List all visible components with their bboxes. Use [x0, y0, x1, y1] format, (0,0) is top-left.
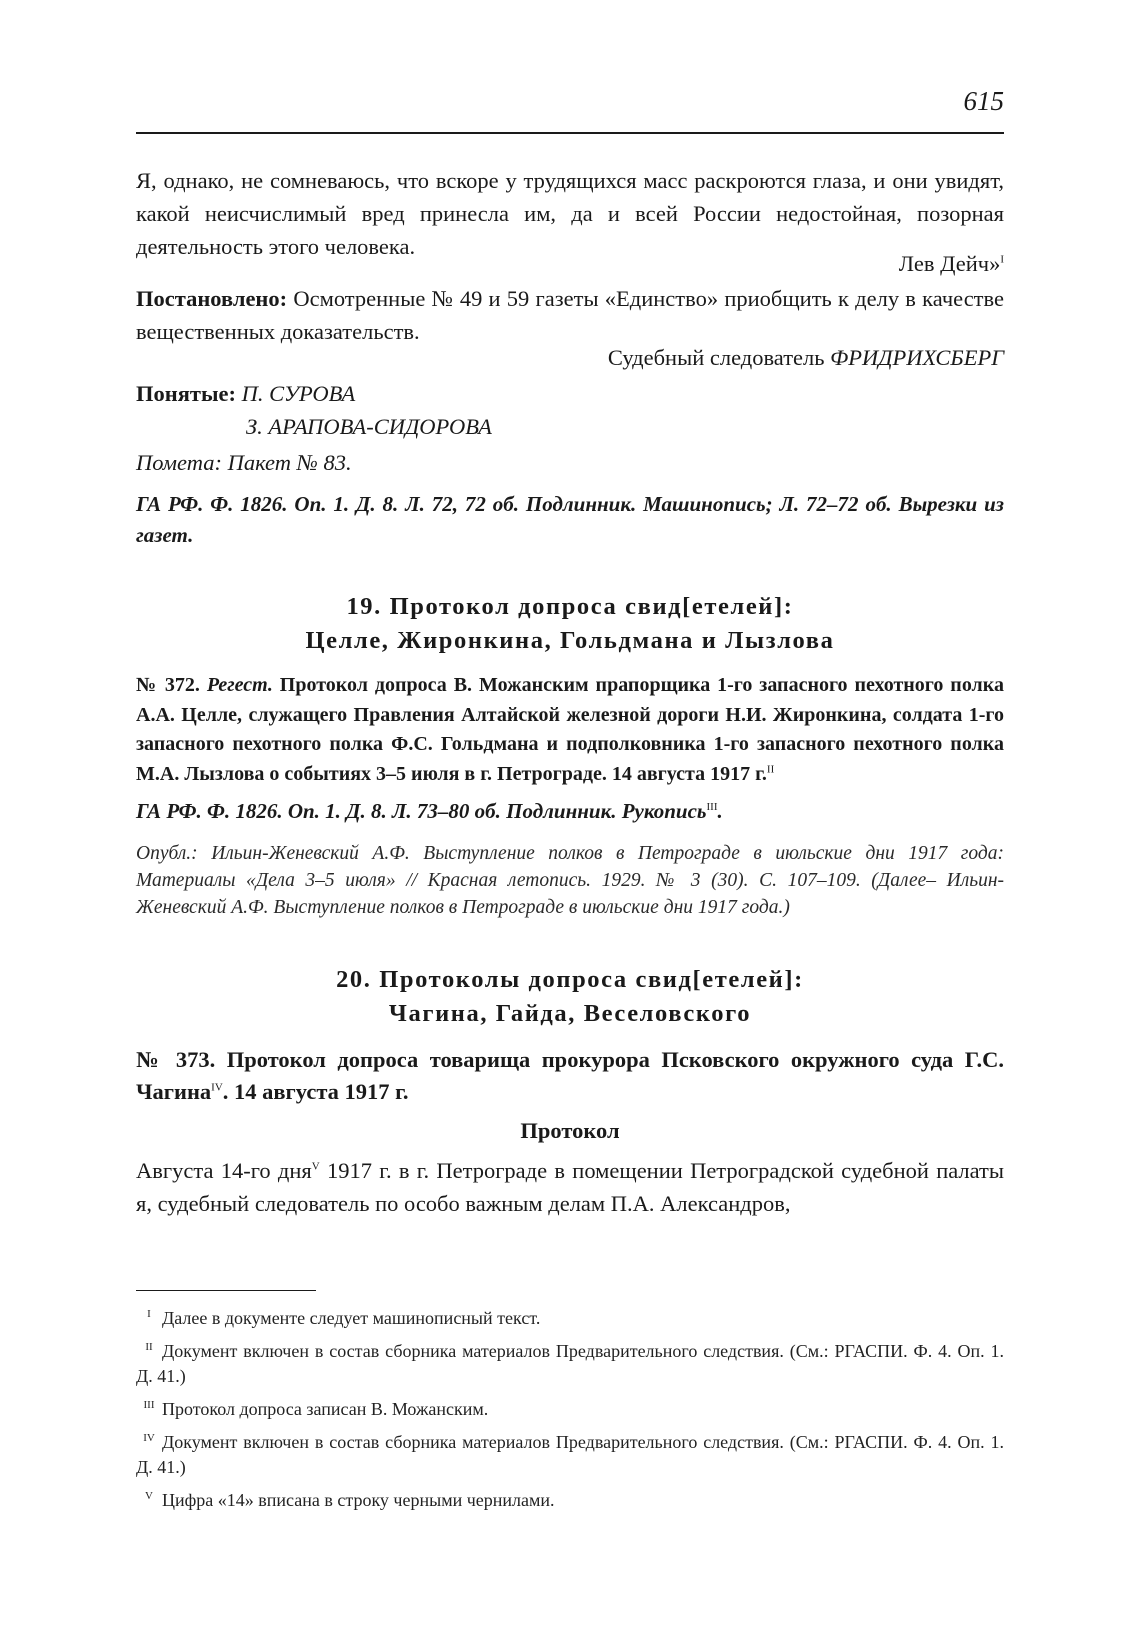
footnote-ref[interactable]: III	[706, 801, 718, 813]
witnesses-label: Понятые:	[136, 381, 236, 406]
note-mark	[136, 446, 1004, 479]
footnotes	[136, 1306, 1004, 1521]
footnote-1: I Далее в документе следует машинописный текст.	[147, 1308, 541, 1328]
doc-title-text: № 373. Протокол допроса товарища прокурора Псковского окружного суда Г.С. Чагина	[136, 1047, 1004, 1104]
document-372-regest	[136, 671, 1004, 789]
publication-text: Опубл.: Ильин-Женевский А.Ф. Выступление полков в Петрограде в июльские дни 1917 года: Материалы «Дела 3–5 июля» // Красная летопись. 1929. № 3 (30). С. 107–109. (Далее– Ильин-Женевский А.Ф. Выступление полков в Петрограде в июльские дни 1917 года.)	[136, 843, 1004, 918]
footnote-text: Далее в документе следует машинописный текст.	[162, 1308, 541, 1328]
witness-2: З. АРАПОВА-СИДОРОВА	[246, 414, 492, 439]
regest-label: Регест.	[206, 674, 273, 696]
decision-text: Осмотренные № 49 и 59 газеты «Единство» приобщить к делу в качестве вещественных доказательств.	[136, 286, 1004, 344]
witnesses	[136, 377, 1004, 443]
protocol-opening-paragraph	[136, 1154, 1004, 1220]
footnote-text: Цифра «14» вписана в строку черными чернилами.	[162, 1490, 555, 1510]
archive-reference-text: ГА РФ. Ф. 1826. Оп. 1. Д. 8. Л. 72, 72 об. Подлинник. Машинопись; Л. 72–72 об. Вырезки из газет.	[136, 492, 1004, 547]
archive-end: .	[717, 799, 723, 823]
footnote-3: III Протокол допроса записан В. Можанским.	[143, 1399, 489, 1419]
investigator-name: ФРИДРИХСБЕРГ	[830, 345, 1004, 370]
footnote-ref[interactable]: V	[311, 1160, 320, 1173]
signature-text: Лев Дейч»	[898, 251, 1001, 276]
section-20-title-line2: Чагина, Гайда, Веселовского	[388, 1000, 752, 1027]
archive-reference-2	[136, 796, 1004, 827]
section-19-heading	[136, 590, 1004, 658]
footnote-ref[interactable]: I	[1000, 253, 1004, 266]
footnote-text: Протокол допроса записан В. Можанским.	[162, 1399, 489, 1419]
archive-reference-1	[136, 489, 1004, 551]
archive-reference-text: ГА РФ. Ф. 1826. Оп. 1. Д. 8. Л. 73–80 об. Подлинник. Рукопись	[136, 799, 707, 823]
investigator-label: Судебный следователь	[607, 345, 831, 370]
document-373-title	[136, 1044, 1004, 1108]
section-19-title-line1: 19. Протокол допроса свид[етелей]:	[346, 593, 794, 620]
decision-paragraph	[136, 282, 1004, 348]
doc-number: № 372.	[136, 674, 207, 696]
footnote-4: IV Документ включен в состав сборника материалов Предварительного следствия. (См.: РГАСПИ. Ф. 4. Оп. 1. Д. 41.)	[136, 1432, 1004, 1477]
footnote-ref[interactable]: IV	[211, 1081, 223, 1094]
paragraph-text: Я, однако, не сомневаюсь, что вскоре у трудящихся масс раскроются глаза, и они увидят, какой неисчислимый вред принесла им, да и всей России недостойная, позорная деятельность этого человека.	[136, 168, 1004, 259]
section-19-title-line2: Целле, Жиронкина, Гольдмана и Лызлова	[305, 627, 835, 654]
regest-text: Протокол допроса В. Можанским прапорщика 1-го запасного пехотного полка А.А. Целле, служащего Правления Алтайской железной дороги Н.И. Жиронкина, солдата 1-го запасного пехотного полка Ф.С. Гольдмана и подполковника 1-го запасного пехотного полка М.А. Лызлова о событиях 3–5 июля в г. Петрограде. 14 августа 1917 г.	[136, 674, 1004, 785]
page-number: 615	[963, 86, 1004, 116]
protocol-text-start: Августа 14-го дня	[136, 1158, 312, 1183]
header-rule	[136, 132, 1004, 134]
footnote-5: V Цифра «14» вписана в строку черными чернилами.	[145, 1490, 555, 1510]
witness-1: П. СУРОВА	[241, 381, 356, 406]
doc-title-end: . 14 августа 1917 г.	[222, 1079, 409, 1104]
protocol-text-rest: 1917 г. в г. Петрограде в помещении Петроградской судебной палаты я, судебный следователь по особо важным делам П.А. Александров,	[136, 1158, 1004, 1216]
decision-label: Постановлено:	[136, 286, 288, 311]
protocol-heading: Протокол	[520, 1118, 620, 1143]
letter-signature	[136, 247, 1004, 280]
footnote-text: Документ включен в состав сборника материалов Предварительного следствия. (См.: РГАСПИ. Ф. 4. Оп. 1. Д. 41.)	[136, 1341, 1004, 1386]
footnote-2: II Документ включен в состав сборника материалов Предварительного следствия. (См.: РГАСПИ. Ф. 4. Оп. 1. Д. 41.)	[136, 1341, 1004, 1386]
publication-reference	[136, 840, 1004, 921]
footnote-ref[interactable]: II	[766, 762, 775, 775]
section-20-heading	[136, 963, 1004, 1031]
note-mark-text: Помета: Пакет № 83.	[136, 450, 352, 475]
section-20-title-line1: 20. Протоколы допроса свид[етелей]:	[336, 966, 804, 993]
footnote-rule	[136, 1290, 316, 1291]
investigator-signature	[136, 341, 1004, 374]
footnote-text: Документ включен в состав сборника материалов Предварительного следствия. (См.: РГАСПИ. Ф. 4. Оп. 1. Д. 41.)	[136, 1432, 1004, 1477]
